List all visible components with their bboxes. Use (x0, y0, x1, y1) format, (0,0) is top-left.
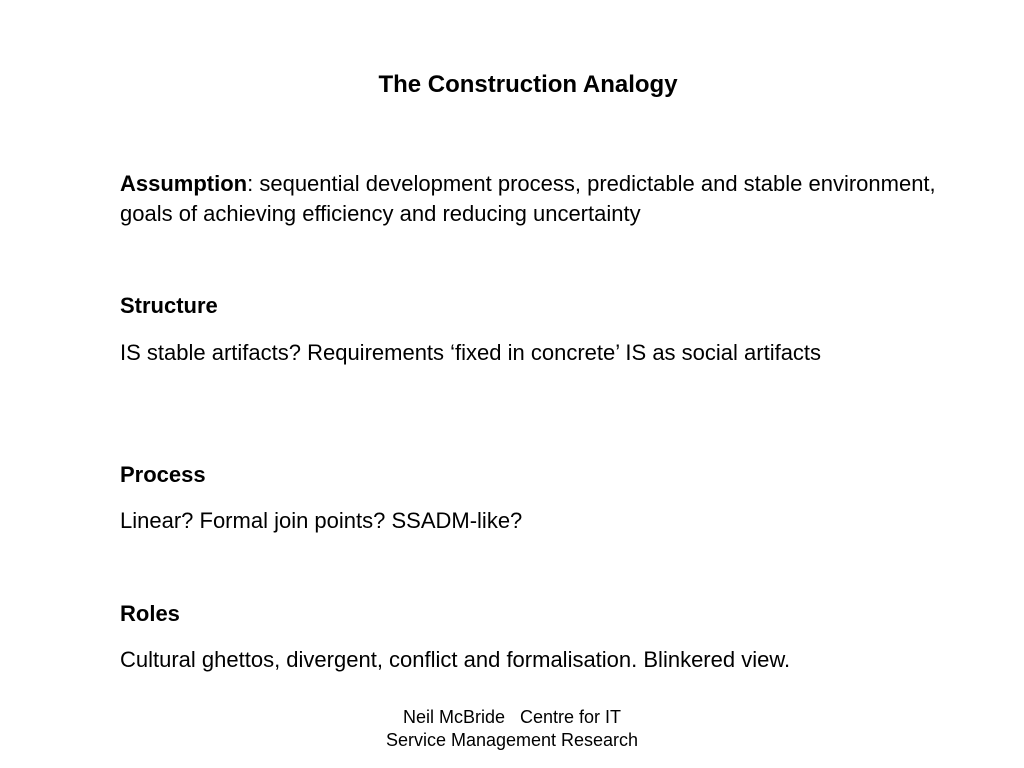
assumption-label: Assumption (120, 171, 248, 196)
slide-footer (0, 706, 1024, 752)
assumption-paragraph (120, 169, 940, 229)
structure-heading: Structure (120, 293, 218, 318)
footer-line-2: Service Management Research (385, 730, 639, 750)
process-text: Linear? Formal join points? SSADM-like? (120, 508, 523, 533)
roles-heading: Roles (120, 601, 180, 626)
slide-title: The Construction Analogy (378, 71, 678, 98)
footer-line-1: Neil McBride Centre for IT (402, 707, 622, 727)
roles-text: Cultural ghettos, divergent, conflict and formalisation. Blinkered view. (120, 647, 791, 672)
structure-text: IS stable artifacts? Requirements ‘fixed in concrete’ IS as social artifacts (120, 340, 822, 365)
process-heading: Process (120, 462, 206, 487)
assumption-text: : sequential development process, predictable and stable environment, goals of achieving efficiency and reducing uncertainty (120, 171, 936, 226)
